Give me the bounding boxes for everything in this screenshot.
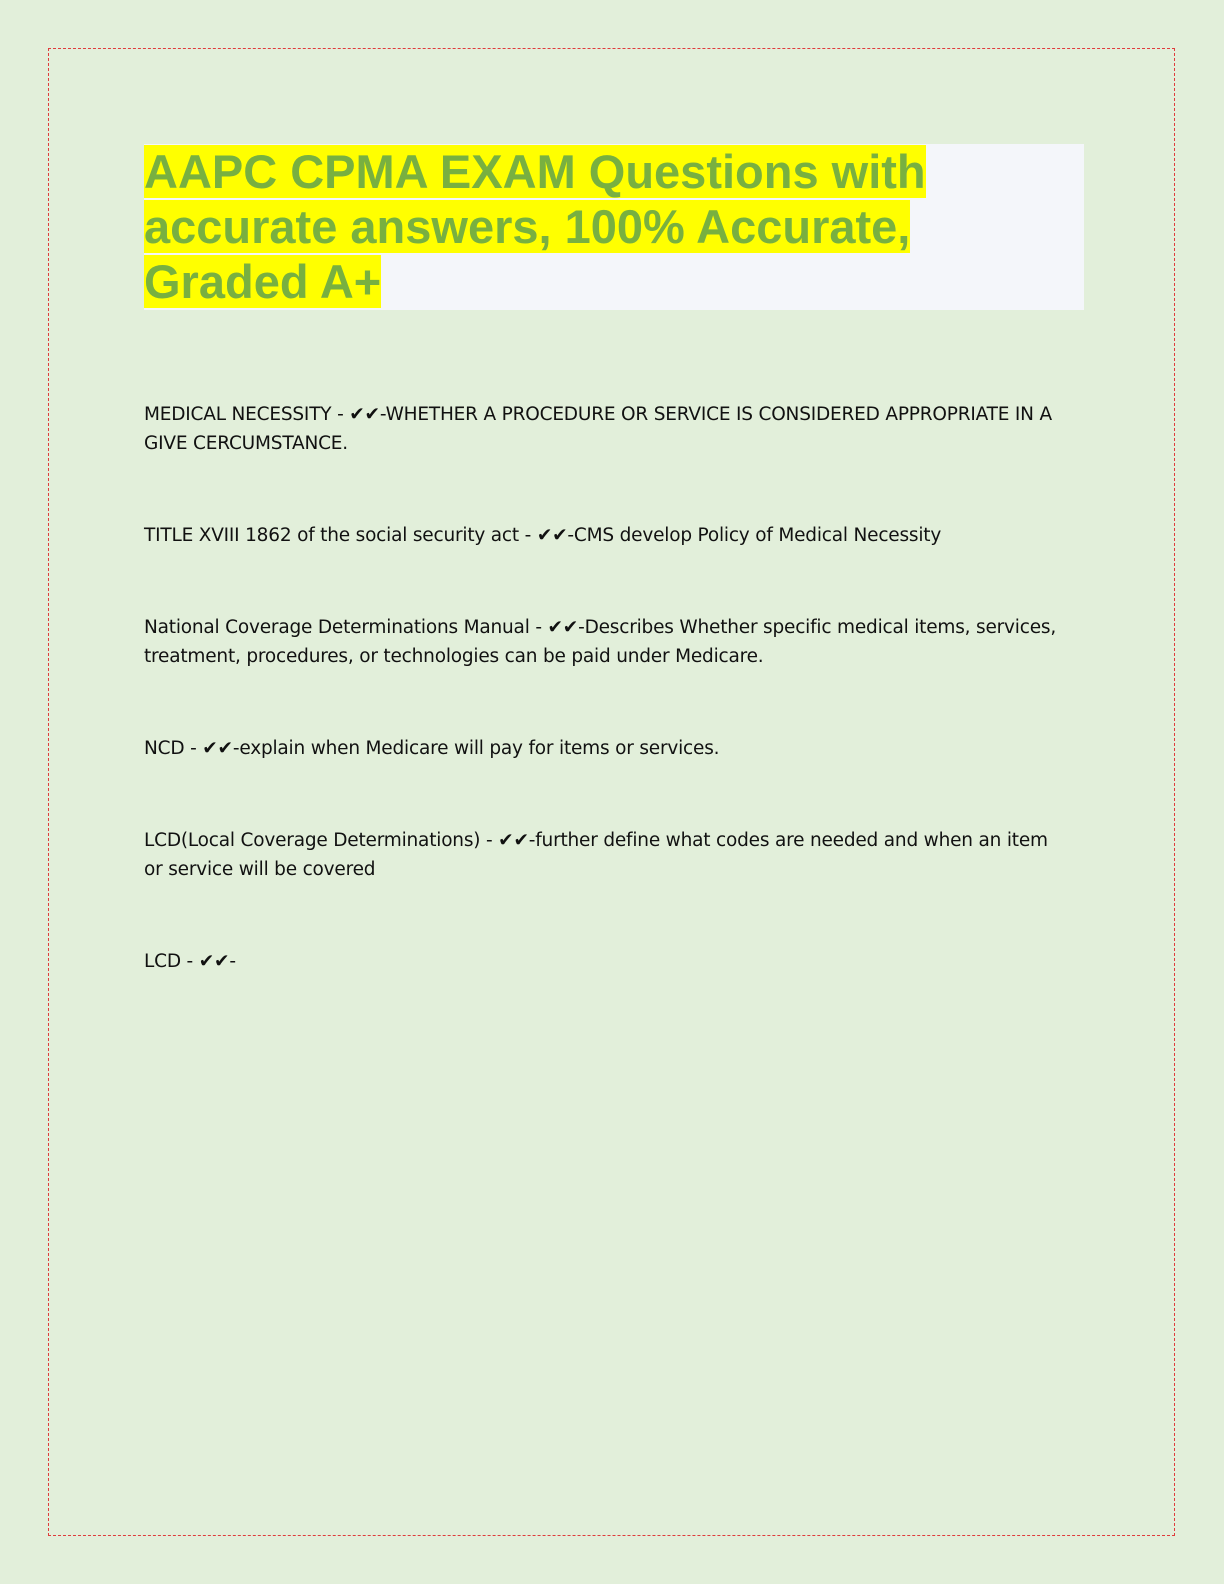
- entry-term: NCD: [144, 738, 185, 759]
- title-highlight: AAPC CPMA EXAM Questions with accurate answers, 100% Accurate, Graded A+: [144, 145, 926, 308]
- check-icon: ✔✔: [202, 738, 233, 759]
- entry-term: National Coverage Determinations Manual: [144, 617, 530, 638]
- check-icon: ✔✔: [536, 525, 568, 546]
- entry-separator: -: [518, 525, 537, 546]
- check-icon: ✔✔: [498, 830, 529, 851]
- entry-separator: -: [529, 617, 548, 638]
- check-icon: ✔✔: [547, 617, 579, 638]
- entry-term: TITLE XVIII 1862 of the social security act: [144, 525, 519, 546]
- check-icon: ✔✔: [198, 951, 230, 972]
- entry-separator: -: [184, 738, 203, 759]
- check-icon: ✔✔: [349, 404, 380, 425]
- qa-entry: [144, 826, 1064, 884]
- qa-entry: [144, 521, 1064, 550]
- entry-term: MEDICAL NECESSITY: [144, 404, 332, 425]
- entry-separator: -: [331, 404, 350, 425]
- qa-entry: [144, 947, 1064, 976]
- entry-separator: -: [480, 830, 499, 851]
- qa-list: [144, 400, 1064, 976]
- entry-answer: -CMS develop Policy of Medical Necessity: [567, 525, 942, 546]
- entry-term: LCD(Local Coverage Determinations): [144, 830, 481, 851]
- document-title: [144, 144, 964, 309]
- entry-answer: -WHETHER A PROCEDURE OR SERVICE IS CONSIDERED APPROPRIATE IN A GIVE CERCUMSTANCE.: [144, 404, 1052, 454]
- qa-entry: [144, 613, 1064, 671]
- title-block: [144, 144, 1084, 310]
- entry-answer: -further define what codes are needed and when an item or service will be covered: [144, 830, 1048, 880]
- entry-answer: -explain when Medicare will pay for items or services.: [232, 738, 720, 759]
- qa-entry: [144, 400, 1064, 458]
- entry-separator: -: [180, 951, 199, 972]
- entry-answer: -: [229, 951, 236, 972]
- qa-entry: [144, 734, 1064, 763]
- entry-term: LCD: [144, 951, 181, 972]
- entry-answer: -Describes Whether specific medical items, services, treatment, procedures, or technologies can be paid under Medicare.: [144, 617, 1057, 667]
